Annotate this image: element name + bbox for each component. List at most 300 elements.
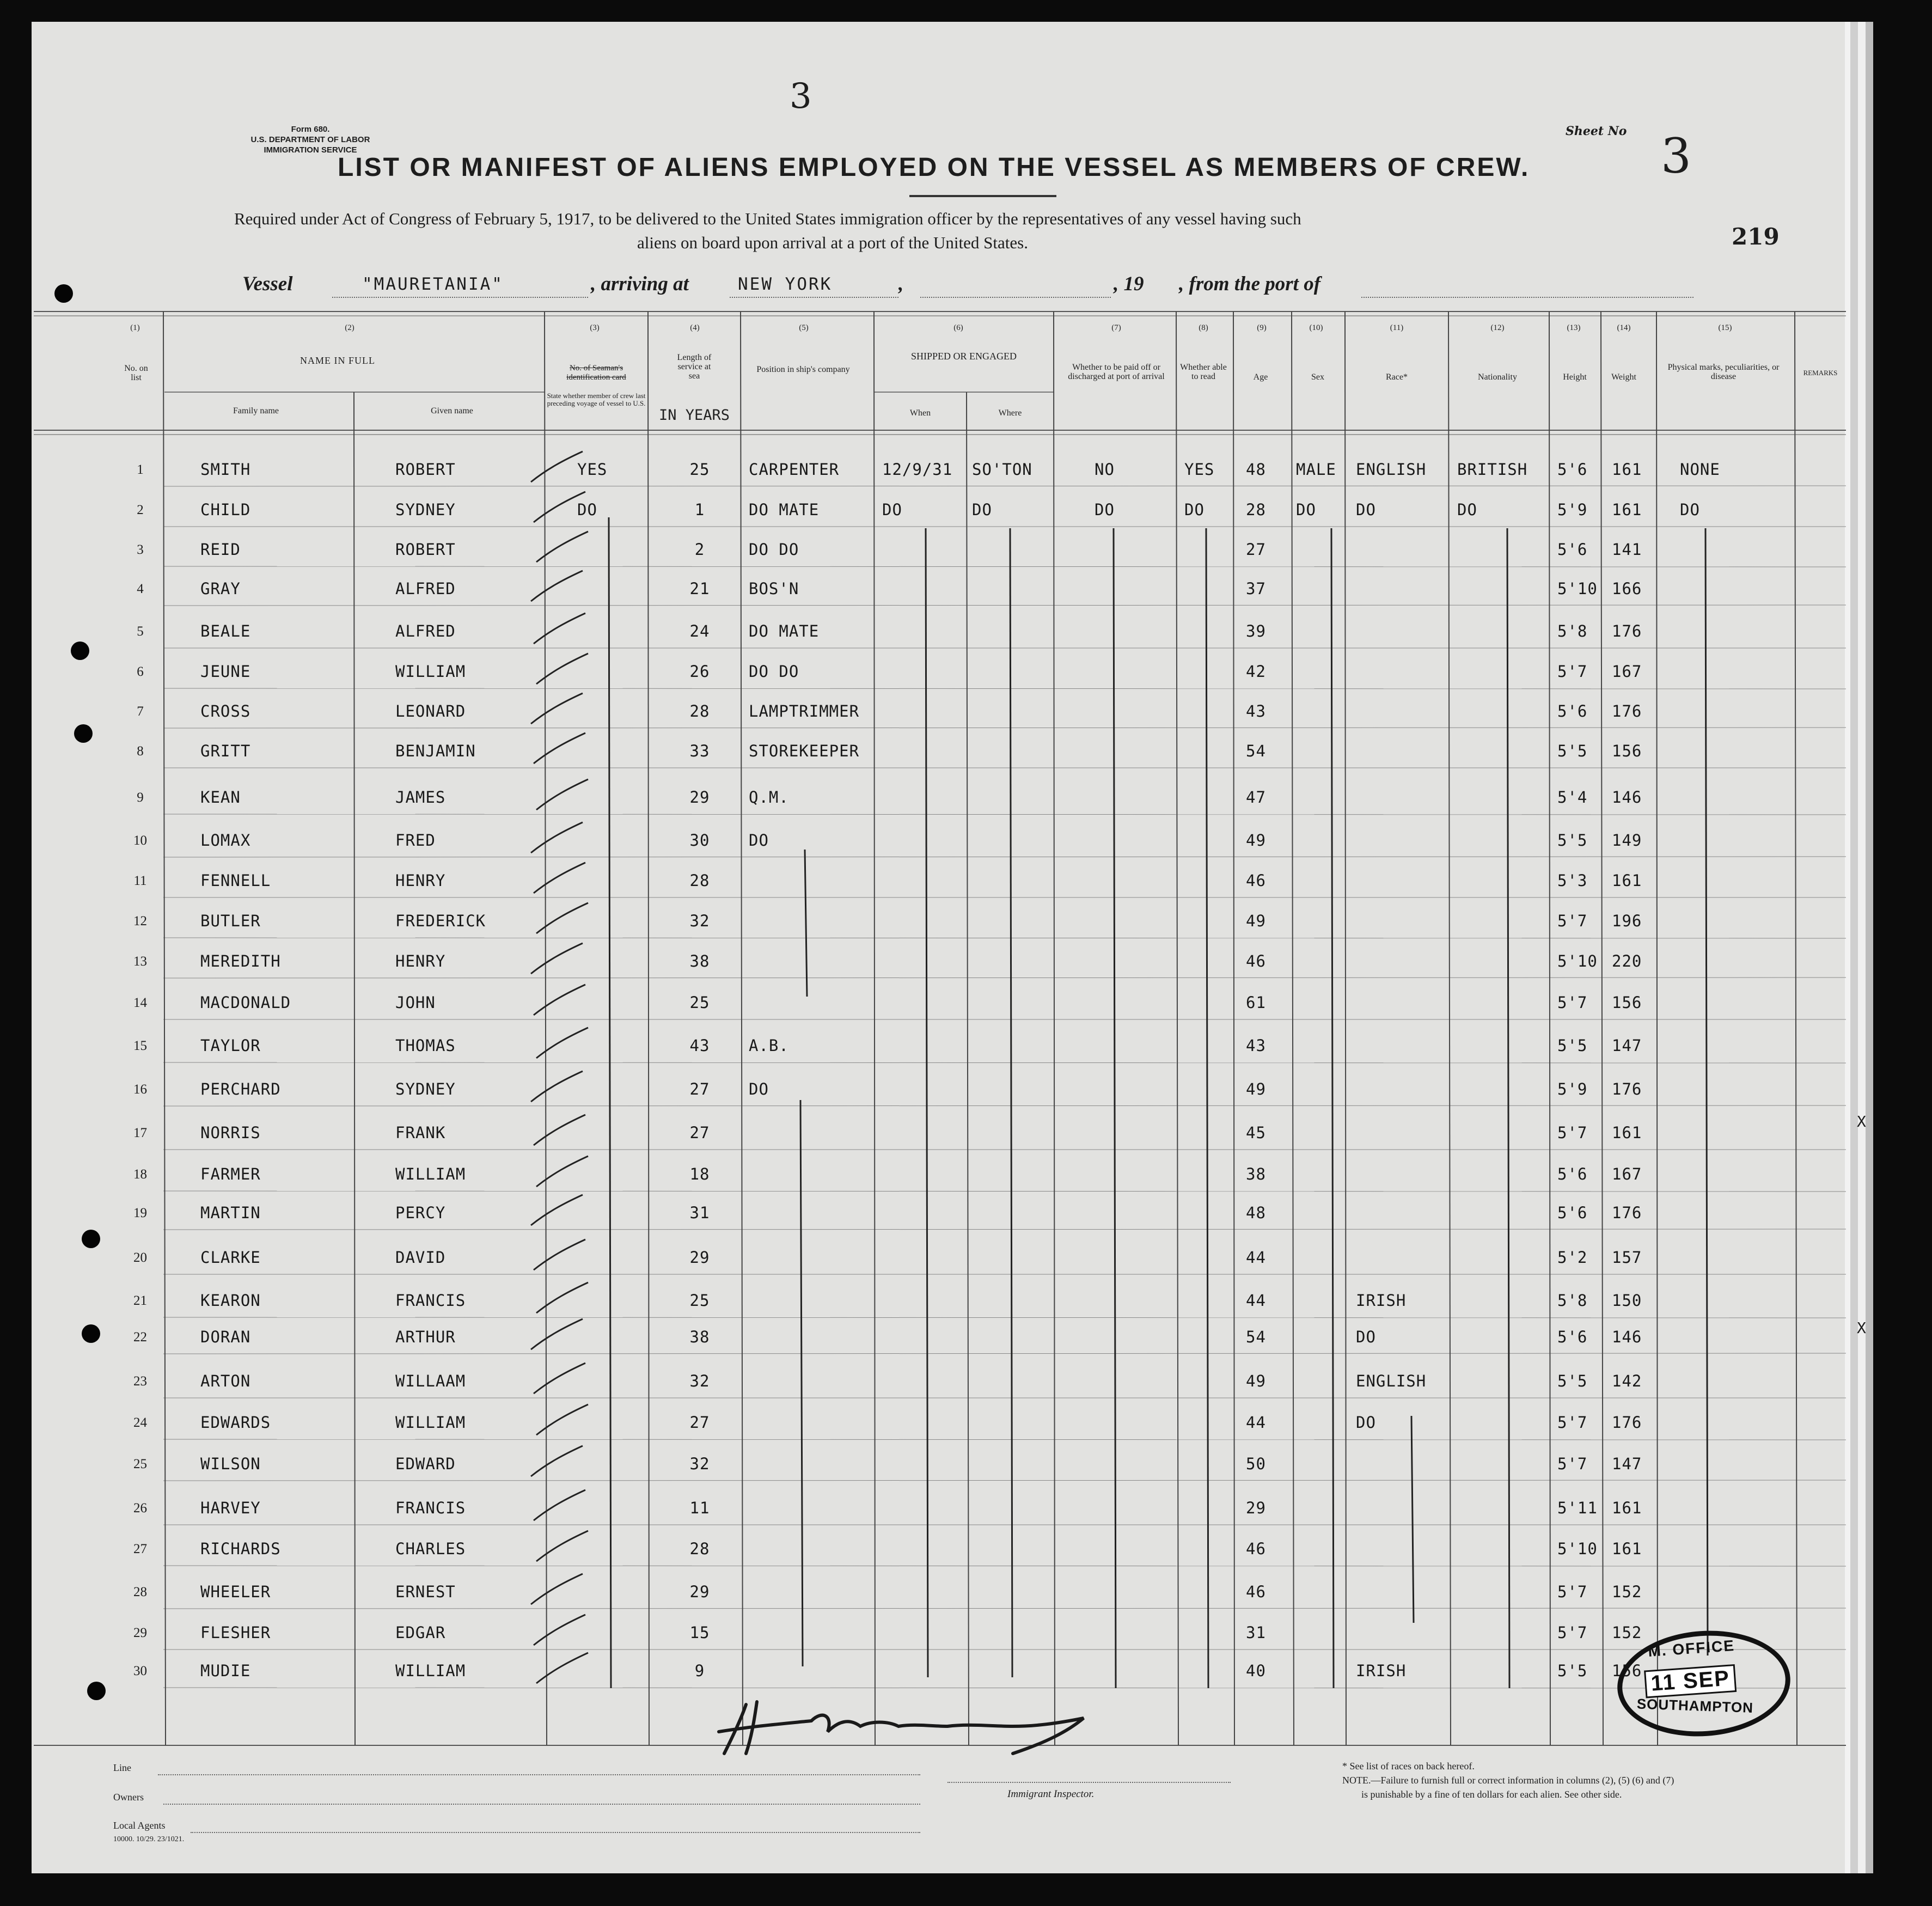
- row-rule: [163, 605, 1846, 606]
- cell-no: 22: [133, 1330, 147, 1345]
- cell-height: 5'6: [1557, 702, 1588, 720]
- check-mark: [531, 1071, 583, 1102]
- cell-given: WILLIAM: [395, 662, 466, 681]
- inspector-signature: [708, 1672, 1100, 1759]
- cell-given: ARTHUR: [395, 1328, 456, 1346]
- cell-given: LEONARD: [395, 702, 466, 720]
- cell-family: FLESHER: [200, 1623, 271, 1642]
- cell-years: 21: [689, 579, 710, 598]
- cell-no: 1: [137, 462, 144, 477]
- check-mark: [531, 451, 583, 482]
- cell-years: 28: [689, 1540, 710, 1558]
- cell-weight: 167: [1612, 1165, 1642, 1183]
- footer-line-label: Line: [113, 1762, 131, 1773]
- cell-family: GRAY: [200, 579, 241, 598]
- cell-years: 27: [689, 1123, 710, 1142]
- cell-height: 5'7: [1557, 662, 1588, 681]
- cell-given: EDWARD: [395, 1455, 456, 1473]
- check-mark: [536, 1531, 588, 1561]
- cell-weight: 161: [1612, 871, 1642, 890]
- cell-height: 5'5: [1557, 742, 1588, 760]
- cell-height: 5'7: [1557, 1455, 1588, 1473]
- cell-years: 25: [689, 460, 710, 479]
- cell-given: FREDERICK: [395, 912, 486, 930]
- cell-years: 9: [694, 1661, 705, 1680]
- cell-weight: 161: [1612, 500, 1642, 519]
- header-length-service: Length of service at sea: [677, 353, 712, 381]
- cell-years: 18: [689, 1165, 710, 1183]
- cell-paid: NO: [1095, 460, 1115, 479]
- cell-weight: 176: [1612, 622, 1642, 640]
- cell-race: DO: [1356, 500, 1376, 519]
- cell-height: 5'6: [1557, 540, 1588, 559]
- col-num-6: (6): [953, 323, 963, 332]
- cell-given: FRED: [395, 831, 436, 850]
- ditto-line: [800, 1100, 803, 1666]
- cell-no: 18: [133, 1167, 147, 1182]
- sheet-label: Sheet No: [1566, 124, 1627, 138]
- cell-family: BEALE: [200, 622, 251, 640]
- cell-weight: 196: [1612, 912, 1642, 930]
- cell-read: YES: [1184, 460, 1215, 479]
- cell-crew: YES: [577, 460, 608, 479]
- cell-age: 39: [1246, 622, 1266, 640]
- check-mark: [536, 1028, 588, 1058]
- cell-family: MUDIE: [200, 1661, 251, 1680]
- cell-given: FRANCIS: [395, 1291, 466, 1310]
- cell-weight: 147: [1612, 1455, 1642, 1473]
- cell-family: MACDONALD: [200, 993, 291, 1012]
- form-number: Form 680.: [291, 125, 330, 134]
- cell-given: BENJAMIN: [395, 742, 476, 760]
- cell-age: 46: [1246, 1540, 1266, 1558]
- ditto-line: [1331, 528, 1334, 1688]
- cell-position: STOREKEEPER: [749, 742, 860, 760]
- cell-family: GRITT: [200, 742, 251, 760]
- cell-height: 5'7: [1557, 1583, 1588, 1601]
- cell-race: ENGLISH: [1356, 460, 1427, 479]
- cell-weight: 152: [1612, 1623, 1642, 1642]
- check-mark: [536, 779, 588, 810]
- cell-weight: 146: [1612, 1328, 1642, 1346]
- cell-age: 42: [1246, 662, 1266, 681]
- check-mark: [534, 733, 585, 763]
- row-rule: [163, 1062, 1846, 1063]
- year-label: , 19: [1114, 273, 1144, 295]
- col-num-5: (5): [799, 323, 809, 332]
- check-mark: [534, 1239, 585, 1270]
- cell-weight: 166: [1612, 579, 1642, 598]
- header-previous-voyage: State whether member of crew last preceding voyage of vessel to U.S.: [547, 392, 646, 407]
- check-mark: [536, 653, 588, 684]
- header-position: Position in ship's company: [756, 365, 850, 374]
- cell-years: 26: [689, 662, 710, 681]
- footer-owners-label: Owners: [113, 1792, 144, 1803]
- cell-race: IRISH: [1356, 1661, 1407, 1680]
- cell-given: SYDNEY: [395, 500, 456, 519]
- col-num-4: (4): [690, 323, 700, 332]
- cell-given: ROBERT: [395, 460, 456, 479]
- row-rule: [163, 1439, 1846, 1440]
- cell-years: 25: [689, 993, 710, 1012]
- ditto-line: [609, 517, 611, 1688]
- cell-age: 49: [1246, 831, 1266, 850]
- cell-weight: 152: [1612, 1583, 1642, 1601]
- cell-age: 47: [1246, 788, 1266, 807]
- cell-no: 2: [137, 503, 144, 517]
- cell-position: BOS'N: [749, 579, 799, 598]
- check-mark: [534, 985, 585, 1015]
- cell-no: 21: [133, 1293, 147, 1308]
- cell-given: CHARLES: [395, 1540, 466, 1558]
- cell-weight: 141: [1612, 540, 1642, 559]
- cell-no: 4: [137, 582, 144, 596]
- penalty-note-line-2: is punishable by a fine of ten dollars for each alien. See other side.: [1361, 1789, 1622, 1800]
- check-mark: [536, 532, 588, 562]
- check-mark: [534, 1490, 585, 1520]
- cell-weight: 161: [1612, 1540, 1642, 1558]
- cell-given: WILLIAM: [395, 1413, 466, 1432]
- cell-given: HENRY: [395, 871, 446, 890]
- cell-no: 7: [137, 704, 144, 719]
- cell-given: ROBERT: [395, 540, 456, 559]
- ditto-line: [1705, 528, 1708, 1655]
- cell-position: DO: [749, 831, 769, 850]
- header-shipped-engaged: SHIPPED OR ENGAGED: [910, 351, 1017, 362]
- vessel-label: Vessel: [242, 273, 293, 295]
- col-num-15: (15): [1718, 323, 1732, 332]
- footer-print-code: 10000. 10/29. 23/1021.: [113, 1835, 185, 1843]
- remarks-mark: X: [1857, 1113, 1866, 1131]
- cell-height: 5'2: [1557, 1248, 1588, 1267]
- header-no-on-list: No. on list: [124, 364, 148, 382]
- cell-age: 44: [1246, 1248, 1266, 1267]
- immigrant-inspector-label: Immigrant Inspector.: [1007, 1788, 1095, 1800]
- cell-family: RICHARDS: [200, 1540, 281, 1558]
- cell-given: ALFRED: [395, 579, 456, 598]
- cell-years: 15: [689, 1623, 710, 1642]
- date-comma: ,: [898, 273, 904, 295]
- cell-family: HARVEY: [200, 1499, 261, 1517]
- cell-family: MARTIN: [200, 1204, 261, 1222]
- cell-age: 48: [1246, 1204, 1266, 1222]
- cell-height: 5'5: [1557, 1036, 1588, 1055]
- stamp-office: M. OFFICE: [1647, 1636, 1735, 1660]
- service-label: IMMIGRATION SERVICE: [264, 145, 357, 155]
- cell-sex: MALE: [1296, 460, 1336, 479]
- cell-when: DO: [882, 500, 902, 519]
- cell-weight: 156: [1612, 993, 1642, 1012]
- check-mark: [534, 1615, 585, 1645]
- cell-nationality: BRITISH: [1457, 460, 1528, 479]
- header-age: Age: [1253, 372, 1268, 382]
- cell-given: ALFRED: [395, 622, 456, 640]
- race-footnote: * See list of races on back hereof.: [1342, 1761, 1475, 1771]
- cell-family: NORRIS: [200, 1123, 261, 1142]
- row-rule: [163, 1480, 1846, 1481]
- manifest-title: LIST OR MANIFEST OF ALIENS EMPLOYED ON THE VESSEL AS MEMBERS OF CREW.: [338, 153, 1530, 182]
- cell-weight: 167: [1612, 662, 1642, 681]
- cell-weight: 146: [1612, 788, 1642, 807]
- header-sex: Sex: [1311, 372, 1324, 382]
- cell-position: LAMPTRIMMER: [749, 702, 860, 720]
- cell-family: CHILD: [200, 500, 251, 519]
- cell-age: 31: [1246, 1623, 1266, 1642]
- check-mark: [536, 1653, 588, 1683]
- ditto-line: [1114, 528, 1116, 1688]
- check-mark: [531, 1319, 583, 1349]
- cell-no: 9: [137, 790, 144, 805]
- cell-age: 54: [1246, 742, 1266, 760]
- cell-years: 11: [689, 1499, 710, 1517]
- cell-years: 27: [689, 1413, 710, 1432]
- cell-race: ENGLISH: [1356, 1372, 1427, 1390]
- cell-age: 38: [1246, 1165, 1266, 1183]
- cell-family: SMITH: [200, 460, 251, 479]
- check-mark: [536, 1404, 588, 1435]
- ditto-line: [1507, 528, 1509, 1688]
- check-mark: [531, 1446, 583, 1476]
- header-able-to-read: Whether able to read: [1180, 363, 1227, 381]
- from-port-label: , from the port of: [1179, 273, 1321, 295]
- cell-height: 5'7: [1557, 1413, 1588, 1432]
- cell-position: A.B.: [749, 1036, 789, 1055]
- cell-no: 29: [133, 1626, 147, 1640]
- page-mark: 3: [790, 76, 812, 117]
- cell-years: 29: [689, 788, 710, 807]
- cell-age: 29: [1246, 1499, 1266, 1517]
- header-paid-off: Whether to be paid off or discharged at port of arrival: [1068, 363, 1165, 381]
- header-seaman-card: No. of Seaman's identification card: [566, 364, 626, 382]
- cell-no: 12: [133, 914, 147, 928]
- cell-years: 31: [689, 1204, 710, 1222]
- cell-years: 38: [689, 952, 710, 970]
- cell-age: 49: [1246, 1080, 1266, 1098]
- department-label: U.S. DEPARTMENT OF LABOR: [250, 135, 370, 144]
- cell-position: DO DO: [749, 662, 799, 681]
- col-num-3: (3): [590, 323, 600, 332]
- row-rule: [163, 1191, 1846, 1192]
- header-height: Height: [1563, 372, 1587, 382]
- cell-family: CLARKE: [200, 1248, 261, 1267]
- check-mark: [531, 571, 583, 601]
- cell-weight: 142: [1612, 1372, 1642, 1390]
- header-weight: Weight: [1611, 372, 1636, 382]
- footer-local-agents-label: Local Agents: [113, 1820, 166, 1831]
- penalty-note-line-1: NOTE.—Failure to furnish full or correct information in columns (2), (5) (6) and (7): [1342, 1775, 1674, 1786]
- sheet-number: 3: [1661, 128, 1691, 184]
- cell-years: 32: [689, 1455, 710, 1473]
- col-num-13: (13): [1567, 323, 1581, 332]
- cell-no: 11: [133, 873, 147, 888]
- check-mark: [536, 903, 588, 933]
- cell-years: 25: [689, 1291, 710, 1310]
- cell-years: 2: [694, 540, 705, 559]
- cell-position: Q.M.: [749, 788, 789, 807]
- vessel-name: "MAURETANIA": [362, 274, 504, 294]
- cell-no: 30: [133, 1664, 147, 1678]
- cell-age: 54: [1246, 1328, 1266, 1346]
- cell-height: 5'7: [1557, 912, 1588, 930]
- col-num-8: (8): [1199, 323, 1208, 332]
- cell-family: MEREDITH: [200, 952, 281, 970]
- col-num-11: (11): [1390, 323, 1404, 332]
- cell-years: 24: [689, 622, 710, 640]
- cell-years: 28: [689, 871, 710, 890]
- cell-years: 1: [694, 500, 705, 519]
- cell-no: 8: [137, 744, 144, 759]
- cell-weight: 156: [1612, 742, 1642, 760]
- arriving-label: , arriving at: [591, 273, 689, 295]
- cell-family: BUTLER: [200, 912, 261, 930]
- ditto-line: [1206, 528, 1208, 1688]
- col-num-9: (9): [1257, 323, 1267, 332]
- header-physical-marks: Physical marks, peculiarities, or disease: [1667, 363, 1780, 381]
- cell-height: 5'10: [1557, 579, 1598, 598]
- cell-marks: DO: [1680, 500, 1700, 519]
- cell-height: 5'7: [1557, 1623, 1588, 1642]
- remarks-mark: X: [1857, 1319, 1866, 1337]
- cell-family: TAYLOR: [200, 1036, 261, 1055]
- row-rule: [163, 1317, 1846, 1318]
- check-mark: [536, 1156, 588, 1187]
- cell-age: 44: [1246, 1291, 1266, 1310]
- cell-race: DO: [1356, 1328, 1376, 1346]
- cell-weight: 161: [1612, 460, 1642, 479]
- cell-no: 26: [133, 1501, 147, 1516]
- cell-height: 5'10: [1557, 952, 1598, 970]
- cell-no: 25: [133, 1457, 147, 1471]
- cell-read: DO: [1184, 500, 1205, 519]
- ditto-line: [926, 528, 928, 1677]
- cell-family: KEAN: [200, 788, 241, 807]
- cell-given: DAVID: [395, 1248, 446, 1267]
- cell-weight: 157: [1612, 1248, 1642, 1267]
- stamp-southampton: SOUTHAMPTON: [1636, 1695, 1754, 1716]
- cell-age: 37: [1246, 579, 1266, 598]
- cell-nationality: DO: [1457, 500, 1477, 519]
- header-nationality: Nationality: [1478, 372, 1517, 382]
- cell-family: KEARON: [200, 1291, 261, 1310]
- cell-weight: 176: [1612, 1204, 1642, 1222]
- cell-no: 20: [133, 1250, 147, 1265]
- cell-position: DO MATE: [749, 500, 820, 519]
- cell-age: 28: [1246, 500, 1266, 519]
- cell-family: ARTON: [200, 1372, 251, 1390]
- cell-height: 5'3: [1557, 871, 1588, 890]
- cell-no: 17: [133, 1126, 147, 1140]
- cell-years: 29: [689, 1248, 710, 1267]
- cell-given: HENRY: [395, 952, 446, 970]
- cell-age: 48: [1246, 460, 1266, 479]
- col-num-14: (14): [1617, 323, 1631, 332]
- cell-height: 5'7: [1557, 993, 1588, 1012]
- check-mark: [536, 1282, 588, 1313]
- cell-height: 5'7: [1557, 1123, 1588, 1142]
- cell-height: 5'6: [1557, 1328, 1588, 1346]
- cell-height: 5'5: [1557, 1372, 1588, 1390]
- cell-weight: 176: [1612, 1080, 1642, 1098]
- col-num-1: (1): [130, 323, 140, 332]
- cell-years: 30: [689, 831, 710, 850]
- header-race: Race*: [1386, 372, 1408, 382]
- cell-family: LOMAX: [200, 831, 251, 850]
- cell-weight: 176: [1612, 1413, 1642, 1432]
- cell-no: 23: [133, 1374, 147, 1389]
- cell-position: CARPENTER: [749, 460, 840, 479]
- cell-age: 50: [1246, 1455, 1266, 1473]
- cell-race: IRISH: [1356, 1291, 1407, 1310]
- page-number: 219: [1732, 223, 1780, 250]
- cell-given: PERCY: [395, 1204, 446, 1222]
- cell-height: 5'9: [1557, 500, 1588, 519]
- cell-family: REID: [200, 540, 241, 559]
- cell-weight: 176: [1612, 702, 1642, 720]
- cell-height: 5'5: [1557, 831, 1588, 850]
- cell-given: WILLIAM: [395, 1661, 466, 1680]
- col-num-7: (7): [1111, 323, 1121, 332]
- header-in-years: IN YEARS: [658, 407, 730, 424]
- cell-no: 13: [133, 954, 147, 969]
- header-given-name: Given name: [431, 406, 473, 416]
- cell-weight: 150: [1612, 1291, 1642, 1310]
- cell-age: 46: [1246, 952, 1266, 970]
- cell-no: 15: [133, 1038, 147, 1053]
- cell-marks: NONE: [1680, 460, 1720, 479]
- cell-years: 33: [689, 742, 710, 760]
- header-where: Where: [998, 408, 1022, 418]
- col-num-10: (10): [1309, 323, 1323, 332]
- cell-no: 19: [133, 1206, 147, 1220]
- cell-age: 61: [1246, 993, 1266, 1012]
- cell-weight: 161: [1612, 1499, 1642, 1517]
- cell-no: 10: [133, 833, 147, 848]
- cell-crew: DO: [577, 500, 597, 519]
- header-remarks: REMARKS: [1803, 369, 1838, 377]
- row-rule: [163, 1229, 1846, 1230]
- cell-years: 43: [689, 1036, 710, 1055]
- check-mark: [531, 822, 583, 853]
- header-name-in-full: NAME IN FULL: [300, 355, 375, 366]
- cell-years: 32: [689, 1372, 710, 1390]
- col-num-12: (12): [1490, 323, 1505, 332]
- cell-given: WILLIAM: [395, 1165, 466, 1183]
- cell-family: FARMER: [200, 1165, 261, 1183]
- cell-family: EDWARDS: [200, 1413, 271, 1432]
- cell-position: DO MATE: [749, 622, 820, 640]
- cell-family: FENNELL: [200, 871, 271, 890]
- cell-height: 5'5: [1557, 1661, 1588, 1680]
- cell-years: 32: [689, 912, 710, 930]
- cell-age: 40: [1246, 1661, 1266, 1680]
- cell-age: 43: [1246, 702, 1266, 720]
- cell-family: CROSS: [200, 702, 251, 720]
- cell-years: 28: [689, 702, 710, 720]
- ditto-line: [1010, 528, 1012, 1677]
- cell-sex: DO: [1296, 500, 1316, 519]
- cell-weight: 161: [1612, 1123, 1642, 1142]
- cell-age: 45: [1246, 1123, 1266, 1142]
- cell-given: THOMAS: [395, 1036, 456, 1055]
- cell-years: 29: [689, 1583, 710, 1601]
- cell-age: 49: [1246, 912, 1266, 930]
- cell-family: JEUNE: [200, 662, 251, 681]
- check-mark: [531, 693, 583, 724]
- check-mark: [531, 943, 583, 974]
- column-rule: [967, 392, 969, 1745]
- cell-given: FRANCIS: [395, 1499, 466, 1517]
- cell-given: ERNEST: [395, 1583, 456, 1601]
